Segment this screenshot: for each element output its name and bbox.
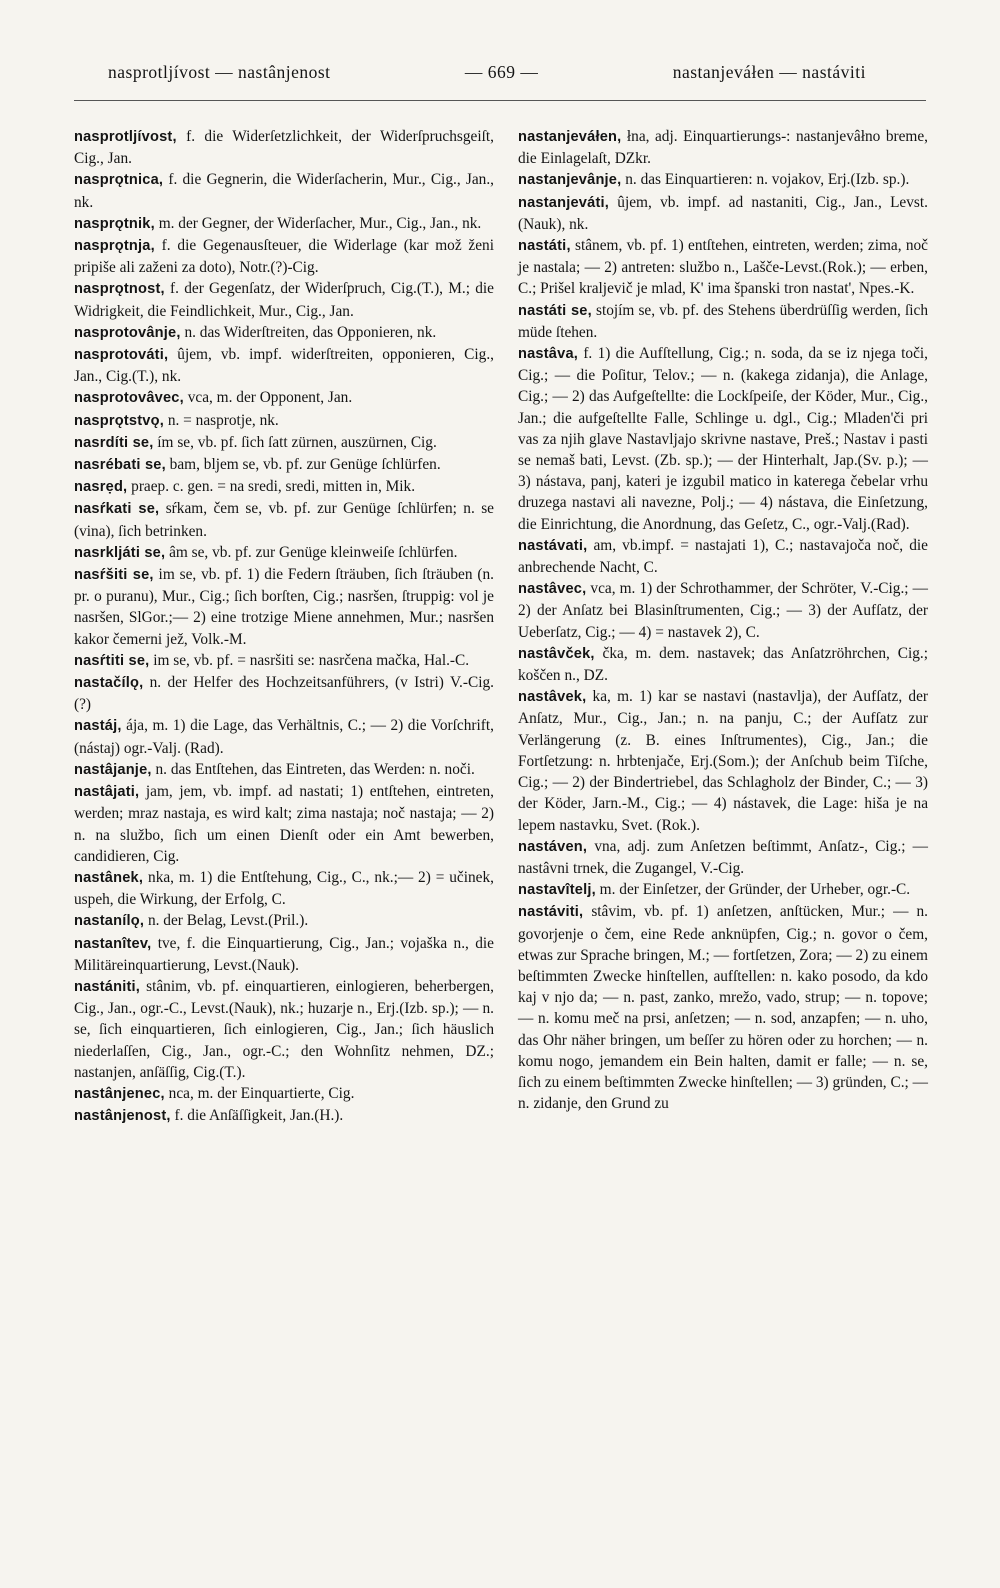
entry-definition: jam, jem, vb. impf. ad nastati; 1) entſtehen, eintreten, werden; mraz nastaja, es wird kalt; zima nastaja; noč nastaja; — 2) n. na službo, ſich um einen Dienſt oder ein Amt bewerben, candidieren, Cig. <box>74 783 494 865</box>
entry-definition: łna, adj. Einquartierungs-: nastanjevâłno breme, die Einlagelaſt, DZkr. <box>518 128 928 168</box>
entry-definition: tve, f. die Einquartierung, Cig., Jan.; vojaška n., die Militäreinquartierung, Levst.(Nauk). <box>74 934 494 974</box>
entry-headword: nastâvek, <box>518 689 587 706</box>
dictionary-entry <box>74 387 494 409</box>
entry-headword: nastanîtev, <box>74 935 152 952</box>
page-header <box>108 62 866 83</box>
dictionary-entry <box>74 476 494 498</box>
entry-headword: nasprǫtnica, <box>74 172 164 189</box>
dictionary-entry <box>74 542 494 564</box>
entry-definition: n. das Einquartieren: n. vojakov, Erj.(Izb. sp.). <box>621 171 910 189</box>
entry-headword: nasprǫtnik, <box>74 215 155 232</box>
dictionary-entry <box>518 300 928 343</box>
entry-headword: nastânjenec, <box>74 1085 165 1102</box>
dictionary-entry <box>74 410 494 432</box>
entry-definition: vna, adj. zum Anſetzen beſtimmt, Anſatz-, Cig.; — nastâvni trnek, die Zugangel, V.-Cig. <box>518 837 928 877</box>
entry-headword: nastáti se, <box>518 302 592 319</box>
dictionary-entry <box>518 836 928 879</box>
entry-headword: nastâjanje, <box>74 761 152 778</box>
dictionary-entry <box>74 322 494 344</box>
entry-definition: ûjem, vb. impf. ad nastaniti, Cig., Jan., Levst.(Nauk), nk. <box>518 193 928 233</box>
dictionary-entry <box>518 901 928 1114</box>
entry-headword: nasŕtiti se, <box>74 652 150 669</box>
entry-headword: nastanjeváti, <box>518 194 610 211</box>
entry-definition: nka, m. 1) die Entſtehung, Cig., C., nk.;— 2) = učinek, uspeh, die Wirkung, der Erfolg, C. <box>74 868 494 909</box>
entry-definition: âm se, vb. pf. zur Genüge kleinweiſe ſchlürfen. <box>165 543 458 561</box>
dictionary-entry <box>74 1083 494 1105</box>
entry-definition: stâvim, vb. pf. 1) anſetzen, anſtücken, Mur.; — n. govorjenje o čem, eine Rede anknüpfen, Cig.; n. govor o čem, etwas zur Sprache bringen, M.; — fortſetzen, Zora; — 2) zu einem beſtimmten Zwecke hinſtellen, aufſtellen: n. kako posodo, da kdo kaj v njo da; — n. past, zanko, mrežo, vado, strup; — n. topove; — n. komu meč na prsi, anſetzen; — n. sod, anzapfen; — n. uho, das Ohr näher bringen, um beſſer zu hören oder zu horchen; — n. komu nogo, jemandem ein Bein halten, damit er falle; — n. se, ſich zu einem beſtimmten Zwecke hinſtellen; — 3) gründen, C.; — n. zidanje, den Grund zu <box>518 903 928 1113</box>
dictionary-entry <box>74 126 494 169</box>
entry-definition: n. der Belag, Levst.(Pril.). <box>144 912 309 930</box>
dictionary-entry <box>74 213 494 235</box>
dictionary-entry <box>74 454 494 476</box>
entry-definition: im se, vb. pf. = nasršiti se: nasrčena mačka, Hal.-C. <box>149 651 470 669</box>
entry-definition: čka, m. dem. nastavek; das Anſatzröhrchen, Cig.; koščen n., DZ. <box>518 644 928 685</box>
entry-headword: nastânek, <box>74 869 144 886</box>
dictionary-entry <box>518 578 928 643</box>
entry-definition: bam, bljem se, vb. pf. zur Genüge ſchlürfen. <box>165 456 441 474</box>
dictionary-entry <box>74 1105 494 1127</box>
entry-definition: n. der Helfer des Hochzeitsanführers, (v Istri) V.-Cig. (?) <box>74 674 494 714</box>
entry-headword: nastâva, <box>518 346 579 363</box>
entry-definition: praep. c. gen. = na sredi, sredi, mitten in, Mik. <box>127 478 416 496</box>
page-number: — 669 — <box>464 62 539 82</box>
dictionary-entry <box>74 781 494 867</box>
dictionary-entry <box>74 235 494 278</box>
dictionary-entry <box>74 976 494 1083</box>
entry-definition: sŕkam, čem se, vb. pf. zur Genüge ſchlürfen; n. se (vina), ſich betrinken. <box>74 500 494 540</box>
entry-headword: nastâvec, <box>518 581 587 598</box>
header-rule <box>74 100 926 101</box>
entry-headword: nasprotljívost, <box>74 129 177 145</box>
entry-definition: m. der Einſetzer, der Gründer, der Urheber, ogr.-C. <box>595 881 911 899</box>
dictionary-entry <box>518 535 928 578</box>
entry-definition: im se, vb. pf. 1) die Federn ſträuben, ſich ſträuben (n. pr. o puranu), Mur., Cig.; ſich borſten, Cig.; nasršen, ſtruppig: vol je nasršen, SlGor.;— 2) eine trotzige Miene annehmen, Mur.; nasršen kakor čemerni jež, Volk.-M. <box>74 566 494 648</box>
entry-headword: nasprotováti, <box>74 347 169 364</box>
entry-definition: ka, m. 1) kar se nastavi (nastavlja), der Aufſatz, der Anſatz, Mur., Cig., Jan.; n. na panju, C.; der Aufſatz zur Verlängerung (z. B. eines Inſtrumentes), Cig., Jan.; die Fortſetzung: n. hrbtenjače, Erj.(Som.); der Anſchub beim Tiſche, Cig.; — 2) der Bindertriebel, das Schlagholz der Binder, C.; — 3) der Köder, Jarn.-M., Cig.; — 4) nástavek, die Lage: hiša je na lepem nastavku, Svet. (Rok.). <box>518 688 928 834</box>
dictionary-entry <box>74 759 494 781</box>
dictionary-entry <box>74 344 494 387</box>
header-right-range: nastanjeváłen — nastáviti <box>672 62 866 82</box>
dictionary-entry <box>74 564 494 650</box>
dictionary-entry <box>74 715 494 758</box>
entry-definition: f. die Gegenausſteuer, die Widerlage (kar mož ženi pripiše ali zaženi za doto), Notr.(?)-Cig. <box>74 237 494 277</box>
dictionary-entry <box>518 235 928 300</box>
entry-headword: nasprotovâvec, <box>74 390 184 407</box>
entry-headword: nastáviti, <box>518 904 584 921</box>
entry-definition: f. 1) die Aufſtellung, Cig.; n. soda, da se iz njega toči, Cig.; — die Poſitur, Telov.; — n. (kakega zidanja), die Anlage, Cig.; — 2) das Aufgeſtellte: die Lockſpeiſe, der Köder, Mur., Cig., Jan.; die aufgeſtellte Falle, Schlinge u. dgl., Cig.; Mladen'či pri vas za njih glave Nastavljajo skrivne nastave, Preš.; Nastav i pasti se nemaš bati, Levst. (Zb. sp.); — der Hinterhalt, Jap.(Sv. p.); — 3) nástava, panj, kateri je izgubil matico in katerega čebelar vrhu druzega nastavi ali navezne, Polj.; — 4) nástava, die Einſetzung, die Einrichtung, die Anordnung, das Geſetz, C., ogr.-Valj.(Rad). <box>518 345 928 533</box>
entry-headword: nastanjevânje, <box>518 172 622 189</box>
entry-headword: nastanílǫ, <box>74 913 145 930</box>
entry-headword: nastanjeváłen, <box>518 129 622 145</box>
right-column <box>518 126 928 1114</box>
entry-definition: ûjem, vb. impf. widerſtreiten, opponieren, Cig., Jan., Cig.(T.), nk. <box>74 346 494 386</box>
dictionary-entry <box>74 278 494 321</box>
dictionary-entry <box>74 933 494 976</box>
dictionary-entry <box>518 169 928 191</box>
dictionary-entry <box>518 126 928 169</box>
dictionary-entry <box>74 910 494 932</box>
entry-definition: m. der Gegner, der Widerſacher, Mur., Cig., Jan., nk. <box>154 214 482 232</box>
entry-definition: f. die Widerſetzlichkeit, der Widerſpruchsgeiſt, Cig., Jan. <box>74 128 494 168</box>
entry-definition: n. das Entſtehen, das Eintreten, das Werden: n. noči. <box>151 760 475 778</box>
entry-definition: n. = nasprotje, nk. <box>163 411 279 429</box>
entry-headword: nastâjati, <box>74 784 140 801</box>
entry-headword: nastavîtelj, <box>518 882 596 899</box>
entry-definition: n. das Widerſtreiten, das Opponieren, nk. <box>180 323 437 341</box>
entry-headword: nasŕkati se, <box>74 501 160 518</box>
entry-headword: nasrkljáti se, <box>74 544 166 561</box>
dictionary-entry <box>74 867 494 910</box>
dictionary-entry <box>518 343 928 535</box>
entry-headword: nasprǫtstvǫ, <box>74 412 164 429</box>
entry-headword: nastáven, <box>518 838 588 855</box>
entry-headword: nastačílǫ, <box>74 675 144 692</box>
entry-headword: nastániti, <box>74 978 141 995</box>
entry-definition: vca, m. der Opponent, Jan. <box>183 389 353 407</box>
entry-headword: nasrẹd, <box>74 479 128 496</box>
entry-headword: nasprǫtnost, <box>74 281 165 298</box>
dictionary-entry <box>74 432 494 454</box>
entry-definition: am, vb.impf. = nastajati 1), C.; nastavajoča noč, die anbrechende Nacht, C. <box>518 536 928 577</box>
entry-definition: f. die Gegnerin, die Widerſacherin, Mur., Cig., Jan., nk. <box>74 171 494 211</box>
entry-headword: nastânjenost, <box>74 1108 171 1125</box>
dictionary-entry <box>518 192 928 235</box>
entry-headword: nastáj, <box>74 718 122 735</box>
entry-headword: nasrébati se, <box>74 457 166 474</box>
entry-definition: ája, m. 1) die Lage, das Verhältnis, C.; — 2) die Vorſchrift, (nástaj) ogr.-Valj. (Rad). <box>74 717 494 757</box>
entry-definition: nca, m. der Einquartierte, Cig. <box>164 1084 355 1102</box>
entry-definition: stojím se, vb. pf. des Stehens überdrüſſig werden, ſich müde ſtehen. <box>518 301 928 341</box>
dictionary-entry <box>74 498 494 541</box>
entry-definition: vca, m. 1) der Schrothammer, der Schröter, V.-Cig.; — 2) der Anſatz bei Blasinſtrumenten, Cig.; — 3) der Aufſatz, der Ueberſatz, Cig.; — 4) = nastavek 2), C. <box>518 580 928 641</box>
entry-headword: nasprǫtnja, <box>74 238 155 255</box>
dictionary-entry <box>518 643 928 686</box>
dictionary-entry <box>74 650 494 672</box>
entry-headword: nasŕšiti se, <box>74 567 154 584</box>
entry-definition: stânim, vb. pf. einquartieren, einlogieren, beherbergen, Cig., Jan., ogr.-C., Levst.(Nauk), nk.; huzarje n., Erj.(Izb. sp.); — n. se, ſich einquartieren, ſich einlogieren, Cig., Jan.; ſich häuslich niederlaſſen, Cig., Jan., ogr.-C.; den Wohnſitz nehmen, DZ.; nastanjen, anſäſſig, Cig.(T.). <box>74 977 494 1081</box>
dictionary-entry <box>518 879 928 901</box>
dictionary-entry <box>74 169 494 212</box>
entry-headword: nastávati, <box>518 537 588 554</box>
entry-headword: nasprotovânje, <box>74 324 181 341</box>
header-left-range: nasprotljívost — nastânjenost <box>108 62 331 82</box>
dictionary-entry <box>74 672 494 715</box>
entry-definition: f. der Gegenſatz, der Widerſpruch, Cig.(T.), M.; die Widrigkeit, die Feindlichkeit, Mur., Cig., Jan. <box>74 280 494 320</box>
dictionary-entry <box>518 686 928 835</box>
entry-definition: stânem, vb. pf. 1) entſtehen, eintreten, werden; zima, noč je nastala; — 2) antreten: službo n., Lašče-Levst.(Rok.); — erben, C.; Prišel kraljevič je mlad, K' ima španski tron nastat', Npes.-K. <box>518 237 928 298</box>
entry-headword: nasrdíti se, <box>74 434 154 451</box>
entry-definition: ím se, vb. pf. ſich ſatt zürnen, auszürnen, Cig. <box>153 433 437 451</box>
left-column <box>74 126 494 1127</box>
entry-headword: nastâvček, <box>518 645 595 662</box>
entry-headword: nastáti, <box>518 238 571 255</box>
entry-definition: f. die Anſäſſigkeit, Jan.(H.). <box>170 1107 344 1125</box>
